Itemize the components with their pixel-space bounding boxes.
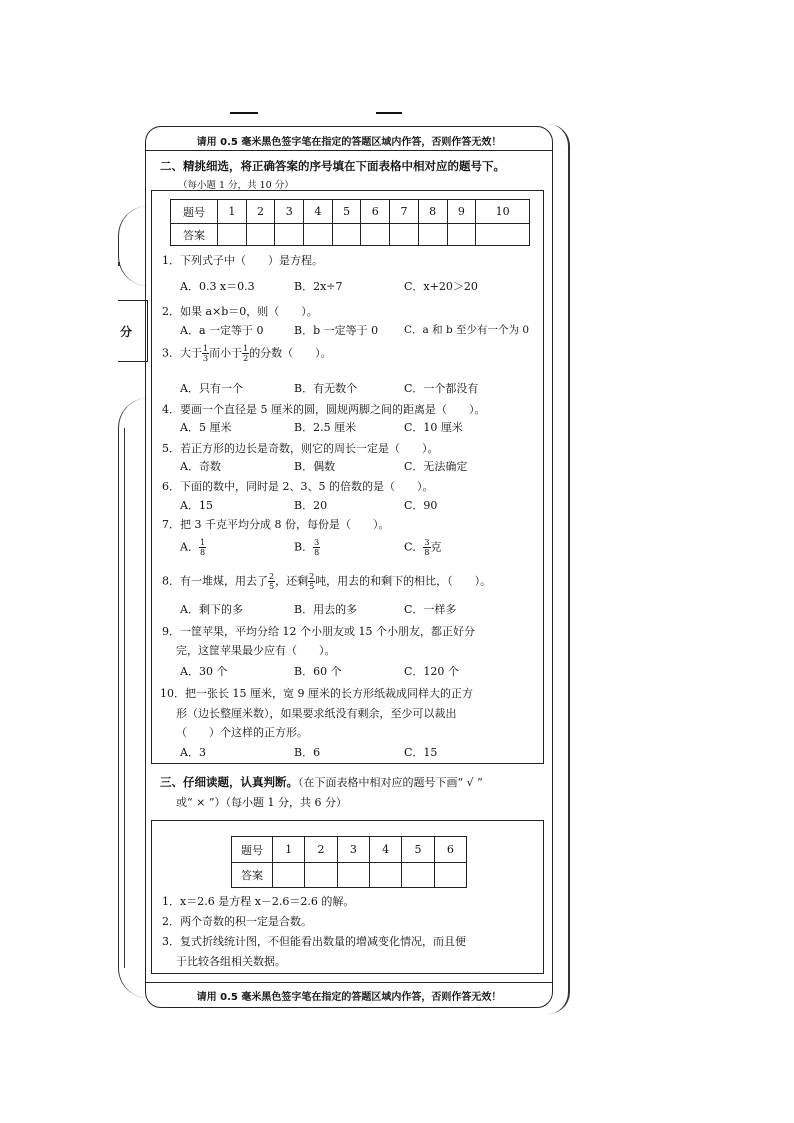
fraction-numerator: 3 <box>314 538 320 547</box>
question-number-3: 3 <box>275 200 304 224</box>
fraction-three-eighths <box>313 538 320 557</box>
fraction-denominator: 8 <box>314 548 320 557</box>
question-6-option-b: B．20 <box>294 499 328 512</box>
fraction-denominator: 5 <box>309 582 315 591</box>
fraction-numerator: 3 <box>424 538 430 547</box>
footer-warning: 请用 0.5 毫米黑色签字笔在指定的答题区域内作答，否则作答无效！ <box>196 992 502 1003</box>
section3-title-line-2: 或“ × ”）（每小题 1 分，共 6 分） <box>176 796 347 809</box>
answer-cell[interactable] <box>447 224 476 246</box>
question-9-option-b: B．60 个 <box>294 665 342 678</box>
question-2-option-a: A．a 一定等于 0 <box>180 324 264 337</box>
question-8-option-a: A．剩下的多 <box>180 603 243 616</box>
question-5-option-b: B．偶数 <box>294 460 336 473</box>
section2-note: （每小题 1 分，共 10 分） <box>178 180 294 191</box>
answer-cell[interactable] <box>275 224 304 246</box>
header-warning: 请用 0.5 毫米黑色签字笔在指定的答题区域内作答，否则作答无效！ <box>196 137 502 148</box>
answer-cell[interactable] <box>305 863 337 888</box>
question-3-option-a: A．只有一个 <box>180 382 243 395</box>
fraction-numerator: 1 <box>199 538 206 547</box>
section3-title-rest: （在下面表格中相对应的题号下画“ √ ” <box>298 776 483 789</box>
answer-cell[interactable] <box>476 224 530 246</box>
question-1-option-b: B．2x÷7 <box>294 280 343 293</box>
question-5-option-a: A．奇数 <box>180 460 221 473</box>
left-binding-curve-bottom <box>118 398 148 998</box>
answer-cell[interactable] <box>390 224 419 246</box>
question-3-text-2: 而小于 <box>209 346 243 360</box>
answer-cell[interactable] <box>361 224 390 246</box>
statement-number-6: 6 <box>434 837 466 863</box>
statement-2: 2．两个奇数的积一定是合数。 <box>162 915 312 928</box>
fraction-three-eighths <box>423 538 430 557</box>
question-1-option-a: A．0.3 x＝0.3 <box>180 280 255 293</box>
question-7-option-c <box>404 538 442 557</box>
question-number-6: 6 <box>361 200 390 224</box>
question-9-line-2: 完，这筐苹果最少应有（ ）。 <box>176 644 336 657</box>
option-unit: 克 <box>430 540 442 554</box>
question-3-option-b: B．有无数个 <box>294 382 358 395</box>
question-4-option-a: A．5 厘米 <box>180 421 232 434</box>
question-4-option-c: C．10 厘米 <box>404 421 463 434</box>
question-3-text-3: 的分数（ ）。 <box>249 346 332 360</box>
statement-number-1: 1 <box>273 837 305 863</box>
option-letter: A． <box>180 540 199 554</box>
fraction-numerator: 1 <box>243 344 249 353</box>
header-mark-right <box>376 112 402 114</box>
question-10-line-3: （ ）个这样的正方形。 <box>176 726 308 739</box>
question-number-7: 7 <box>390 200 419 224</box>
question-3-stem <box>162 344 332 363</box>
question-number-9: 9 <box>447 200 476 224</box>
header-divider <box>146 150 552 151</box>
fraction-denominator: 3 <box>203 354 209 363</box>
question-2-option-b: B．b 一定等于 0 <box>294 324 379 337</box>
statement-number-2: 2 <box>305 837 337 863</box>
question-8-stem <box>162 572 491 591</box>
question-8-option-c: C．一样多 <box>404 603 457 616</box>
statement-number-4: 4 <box>369 837 401 863</box>
fraction-numerator: 2 <box>309 572 315 581</box>
fraction-denominator: 8 <box>424 548 430 557</box>
question-7-stem: 7．把 3 千克平均分成 8 份，每份是（ ）。 <box>162 518 390 531</box>
question-9-option-c: C．120 个 <box>404 665 459 678</box>
question-3-text-1: 3．大于 <box>162 346 202 360</box>
question-1-option-c: C．x+20＞20 <box>404 280 478 293</box>
section2-title: 二、精挑细选，将正确答案的序号填在下面表格中相对应的题号下。 <box>160 159 505 173</box>
question-8-text-2: ，还剩 <box>275 574 309 588</box>
question-5-stem: 5．若正方形的边长是奇数，则它的周长一定是（ ）。 <box>162 442 439 455</box>
fraction-one-eighth <box>199 538 206 557</box>
option-letter: C． <box>404 540 424 554</box>
answer-cell[interactable] <box>246 224 275 246</box>
statement-3-line-1: 3．复式折线统计图，不但能看出数量的增减变化情况，而且便 <box>162 935 466 948</box>
score-box <box>118 300 148 362</box>
answer-cell[interactable] <box>434 863 466 888</box>
question-9-line-1: 9．一筐苹果，平均分给 12 个小朋友或 15 个小朋友，都正好分 <box>162 625 475 638</box>
question-4-stem: 4．要画一个直径是 5 厘米的圆，圆规两脚之间的距离是（ ）。 <box>162 403 486 416</box>
section3-title-bold: 三、仔细读题，认真判断。 <box>160 775 298 789</box>
option-letter: B． <box>294 540 314 554</box>
answer-cell[interactable] <box>304 224 333 246</box>
answer-cell[interactable] <box>402 863 434 888</box>
question-10-option-b: B．6 <box>294 746 321 759</box>
statement-3-line-2: 于比较各组相关数据。 <box>176 955 286 968</box>
fraction-numerator: 2 <box>269 572 275 581</box>
left-binding-line <box>124 428 125 968</box>
section2-answer-table <box>170 199 530 246</box>
question-8-text-1: 8．有一堆煤，用去了 <box>162 574 268 588</box>
question-number-4: 4 <box>304 200 333 224</box>
question-10-line-2: 形（边长整厘米数），如果要求纸没有剩余，至少可以裁出 <box>176 707 457 720</box>
question-6-option-a: A．15 <box>180 499 213 512</box>
question-7-option-a <box>180 538 206 557</box>
table-answer-label: 答案 <box>171 224 218 246</box>
right-binding-edge <box>548 124 570 1014</box>
answer-cell[interactable] <box>218 224 247 246</box>
question-6-option-c: C．90 <box>404 499 438 512</box>
question-2-option-c: C．a 和 b 至少有一个为 0 <box>404 324 530 336</box>
table-answer-label: 答案 <box>232 863 273 888</box>
question-number-10: 10 <box>476 200 530 224</box>
score-label: 分 <box>120 324 133 339</box>
fraction-denominator: 2 <box>243 354 249 363</box>
question-3-option-c: C．一个都没有 <box>404 382 479 395</box>
answer-cell[interactable] <box>332 224 361 246</box>
section3-title <box>160 774 483 790</box>
footer-divider <box>146 982 552 983</box>
question-9-option-a: A．30 个 <box>180 665 228 678</box>
question-10-option-a: A．3 <box>180 746 206 759</box>
question-5-option-c: C．无法确定 <box>404 460 468 473</box>
question-1-stem: 1．下列式子中（ ）是方程。 <box>162 254 323 267</box>
binding-tick <box>118 262 120 266</box>
question-8-text-3: 吨，用去的和剩下的相比，（ ）。 <box>315 574 492 588</box>
header-mark-left <box>230 112 258 114</box>
question-2-stem: 2．如果 a×b＝0，则（ ）。 <box>162 305 318 318</box>
table-header-label: 题号 <box>232 837 273 863</box>
question-7-option-b <box>294 538 320 557</box>
question-4-option-b: B．2.5 厘米 <box>294 421 357 434</box>
answer-cell[interactable] <box>337 863 369 888</box>
fraction-denominator: 5 <box>269 582 275 591</box>
statement-number-3: 3 <box>337 837 369 863</box>
question-8-option-b: B．用去的多 <box>294 603 358 616</box>
fraction-denominator: 8 <box>199 548 206 557</box>
answer-cell[interactable] <box>369 863 401 888</box>
question-10-option-c: C．15 <box>404 746 438 759</box>
fraction-numerator: 1 <box>203 344 209 353</box>
statement-1: 1．x＝2.6 是方程 x－2.6＝2.6 的解。 <box>162 895 355 908</box>
answer-cell[interactable] <box>418 224 447 246</box>
statement-number-5: 5 <box>402 837 434 863</box>
question-6-stem: 6．下面的数中，同时是 2、3、5 的倍数的是（ ）。 <box>162 480 434 493</box>
table-header-label: 题号 <box>171 200 218 224</box>
question-10-line-1: 10．把一张长 15 厘米，宽 9 厘米的长方形纸裁成同样大的正方 <box>160 687 473 700</box>
question-number-2: 2 <box>246 200 275 224</box>
question-number-8: 8 <box>418 200 447 224</box>
left-binding-curve-top <box>118 206 148 286</box>
answer-cell[interactable] <box>273 863 305 888</box>
question-number-5: 5 <box>332 200 361 224</box>
section3-answer-table <box>231 836 467 888</box>
question-number-1: 1 <box>218 200 247 224</box>
